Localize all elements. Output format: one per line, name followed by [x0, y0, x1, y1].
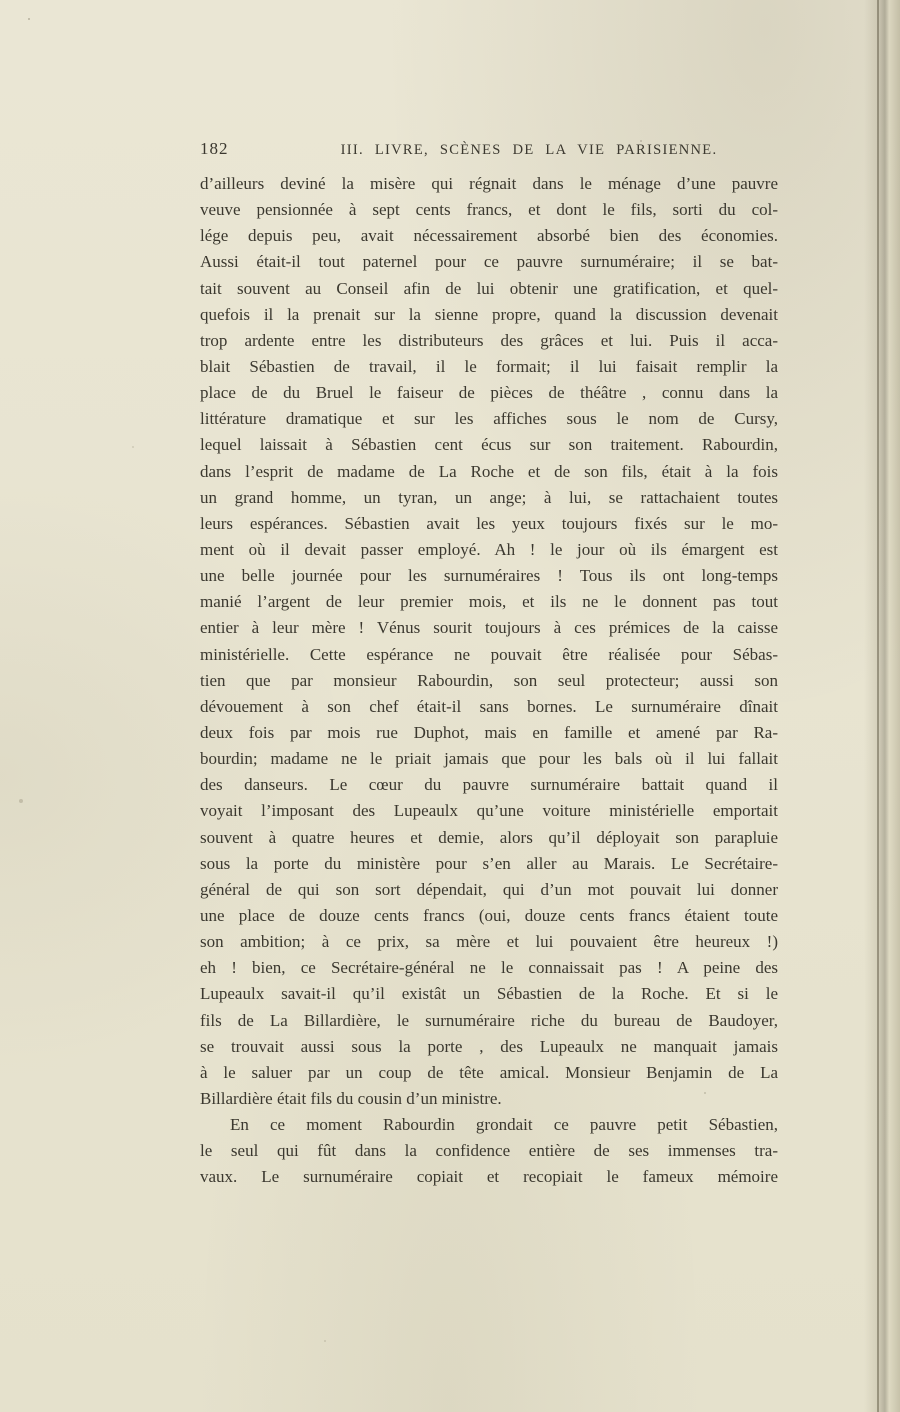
text-line: se trouvait aussi sous la porte , des Lupeaulx ne manquait jamais	[200, 1036, 778, 1056]
text-line: le seul qui fût dans la confidence entière de ses immenses tra-	[200, 1141, 778, 1161]
text-line: Lupeaulx savait-il qu’il existât un Sébastien de la Roche. Et si le	[200, 984, 778, 1004]
text-line: Aussi était-il tout paternel pour ce pauvre surnuméraire; il se bat-	[200, 252, 778, 272]
text-line: bourdin; madame ne le priait jamais que pour les bals où il lui fallait	[200, 749, 778, 769]
page-edge-shadow	[864, 0, 900, 1412]
text-line: littérature dramatique et sur les affiches sous le nom de Cursy,	[200, 409, 778, 429]
page-header	[200, 139, 778, 159]
paragraph	[200, 171, 778, 1112]
text-line: souvent à quatre heures et demie, alors qu’il déployait son parapluie	[200, 827, 778, 847]
text-line: dans l’esprit de madame de La Roche et de son fils, était à la fois	[200, 461, 778, 481]
text-line: tait souvent au Conseil afin de lui obtenir une gratification, et quel-	[200, 278, 778, 298]
text-line: entier à leur mère ! Vénus sourit toujours à ces prémices de la caisse	[200, 618, 778, 638]
text-line: d’ailleurs deviné la misère qui régnait dans le ménage d’une pauvre	[200, 174, 778, 193]
text-line: leurs espérances. Sébastien avait les yeux toujours fixés sur le mo-	[200, 513, 778, 533]
text-line: à le saluer par un coup de tête amical. Monsieur Benjamin de La	[200, 1062, 778, 1082]
text-line: voyait l’imposant des Lupeaulx qu’une voiture ministérielle emportait	[200, 801, 778, 821]
text-line: un grand homme, un tyran, un ange; à lui, se rattachaient toutes	[200, 487, 778, 507]
text-line: lége depuis peu, avait nécessairement absorbé bien des économies.	[200, 226, 778, 246]
text-line: tien que par monsieur Rabourdin, son seul protecteur; aussi son	[200, 670, 778, 690]
text-line: trop ardente entre les distributeurs des grâces et lui. Puis il acca-	[200, 330, 778, 350]
page-body	[200, 171, 778, 1190]
text-line: ministérielle. Cette espérance ne pouvait être réalisée pour Sébas-	[200, 644, 778, 664]
text-line: sous la porte du ministère pour s’en aller au Marais. Le Secrétaire-	[200, 853, 778, 873]
paper-speckles	[28, 18, 30, 20]
text-line: veuve pensionnée à sept cents francs, et dont le fils, sorti du col-	[200, 200, 778, 220]
text-line: une belle journée pour les surnuméraires ! Tous ils ont long-temps	[200, 566, 778, 586]
text-line: lequel laissait à Sébastien cent écus sur son traitement. Rabourdin,	[200, 435, 778, 455]
page-edge-line	[877, 0, 879, 1412]
running-title: III. LIVRE, SCÈNES DE LA VIE PARISIENNE.	[340, 142, 718, 158]
text-line: dévouement à son chef était-il sans bornes. Le surnuméraire dînait	[200, 696, 778, 716]
paragraph	[200, 1112, 778, 1190]
text-line: place de du Bruel le faiseur de pièces de théâtre , connu dans la	[200, 383, 778, 403]
text-line: ment où il devait passer employé. Ah ! le jour où ils émargent est	[200, 539, 778, 559]
text-line: En ce moment Rabourdin grondait ce pauvre petit Sébastien,	[230, 1115, 778, 1135]
text-line: une place de douze cents francs (oui, douze cents francs étaient toute	[200, 905, 778, 925]
text-line: eh ! bien, ce Secrétaire-général ne le connaissait pas ! A peine des	[200, 958, 778, 978]
text-line: général de qui son sort dépendait, qui d’un mot pouvait lui donner	[200, 879, 778, 899]
text-line: deux fois par mois rue Duphot, mais en famille et amené par Ra-	[200, 722, 778, 742]
text-line: manié l’argent de leur premier mois, et ils ne le donnent pas tout	[200, 592, 778, 612]
text-line: Billardière était fils du cousin d’un ministre.	[200, 1088, 502, 1108]
text-line: des danseurs. Le cœur du pauvre surnuméraire battait quand il	[200, 775, 778, 795]
text-line: vaux. Le surnuméraire copiait et recopiait le fameux mémoire	[200, 1167, 778, 1187]
text-line: fils de La Billardière, le surnuméraire riche du bureau de Baudoyer,	[200, 1010, 778, 1030]
page-number: 182	[200, 139, 229, 158]
text-line: son ambition; à ce prix, sa mère et lui pouvaient être heureux !)	[200, 932, 778, 952]
text-line: blait Sébastien de travail, il le formait; il lui faisait remplir la	[200, 356, 778, 376]
text-line: quefois il la prenait sur la sienne propre, quand la discussion devenait	[200, 304, 778, 324]
